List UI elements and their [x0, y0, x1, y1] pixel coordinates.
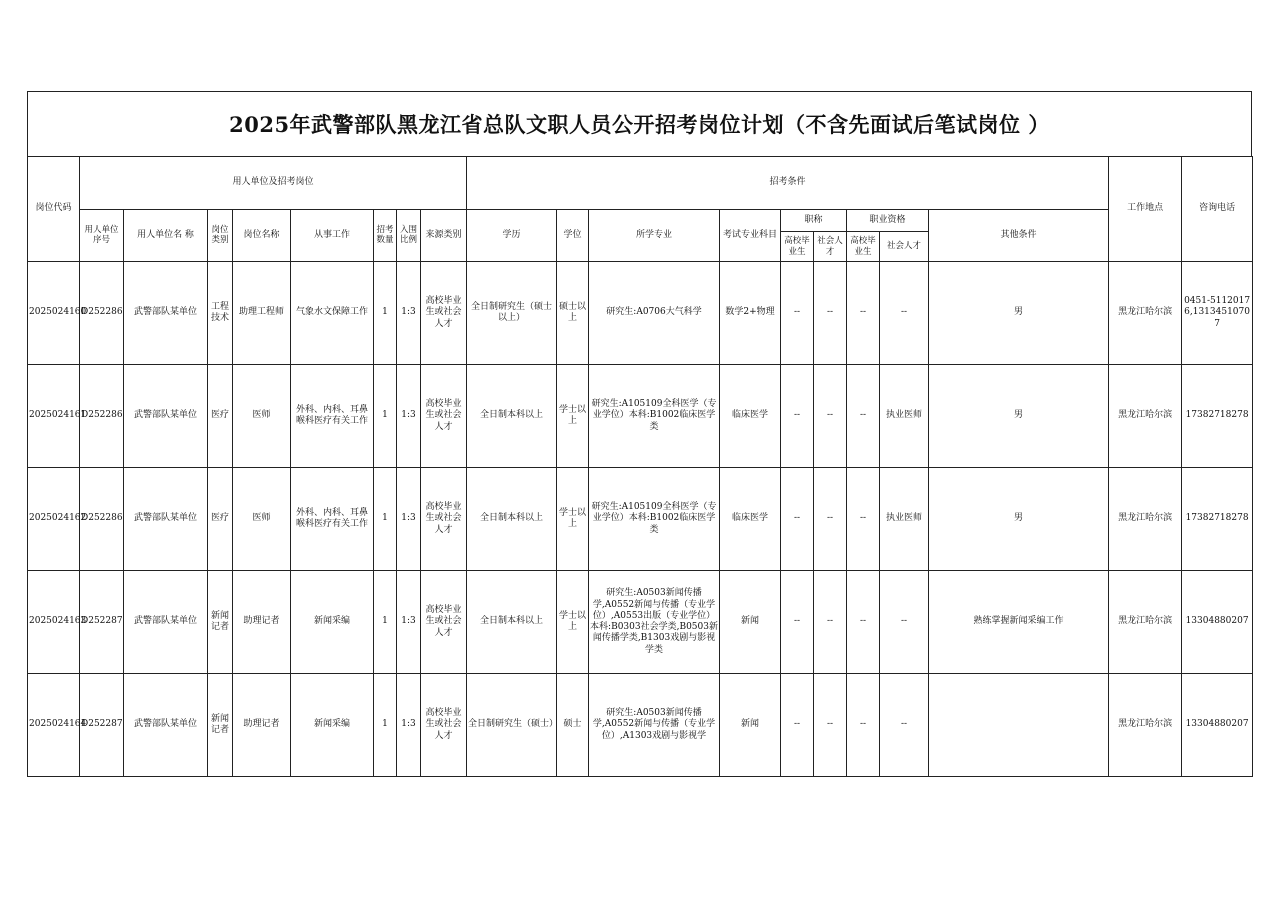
table-row	[28, 468, 1253, 571]
cell-title-grad: --	[781, 571, 814, 674]
cell-location: 黑龙江哈尔滨	[1109, 365, 1182, 468]
header-education: 学历	[467, 210, 557, 262]
cell-source: 高校毕业生或社会人才	[421, 571, 467, 674]
cell-count: 1	[374, 262, 397, 365]
cell-qual-grad: --	[847, 468, 880, 571]
header-location: 工作地点	[1109, 157, 1182, 262]
cell-education: 全日制本科以上	[467, 468, 557, 571]
cell-degree: 硕士	[557, 674, 589, 777]
cell-title-social: --	[814, 674, 847, 777]
cell-source: 高校毕业生或社会人才	[421, 468, 467, 571]
header-exam-subject: 考试专业科目	[720, 210, 781, 262]
cell-count: 1	[374, 571, 397, 674]
header-post-name: 岗位名称	[233, 210, 291, 262]
header-ratio: 入围比例	[397, 210, 421, 262]
cell-post: 助理工程师	[233, 262, 291, 365]
cell-exam: 临床医学	[720, 468, 781, 571]
cell-major: 研究生:A105109全科医学（专业学位）本科:B1002临床医学类	[589, 365, 720, 468]
table-row	[28, 571, 1253, 674]
cell-major: 研究生:A0503新闻传播学,A0552新闻与传播（专业学位）,A1303戏剧与影视学	[589, 674, 720, 777]
header-title-social: 社会人才	[814, 232, 847, 262]
cell-major: 研究生:A105109全科医学（专业学位）本科:B1002临床医学类	[589, 468, 720, 571]
cell-post: 医师	[233, 468, 291, 571]
cell-source: 高校毕业生或社会人才	[421, 674, 467, 777]
cell-type: 新闻记者	[208, 674, 233, 777]
cell-title-grad: --	[781, 468, 814, 571]
cell-unit: 武警部队某单位	[124, 468, 208, 571]
cell-education: 全日制研究生（硕士以上）	[467, 262, 557, 365]
cell-location: 黑龙江哈尔滨	[1109, 674, 1182, 777]
cell-exam: 数学2+物理	[720, 262, 781, 365]
cell-work: 气象水文保障工作	[291, 262, 374, 365]
cell-qual-social: --	[880, 262, 929, 365]
cell-qual-grad: --	[847, 571, 880, 674]
header-title-group: 职称	[781, 210, 847, 232]
cell-title-social: --	[814, 262, 847, 365]
header-qual-grad: 高校毕业生	[847, 232, 880, 262]
table-row	[28, 262, 1253, 365]
cell-post: 助理记者	[233, 674, 291, 777]
header-group-unit: 用人单位及招考岗位	[80, 157, 467, 210]
cell-phone: 13304880207	[1182, 571, 1253, 674]
header-degree: 学位	[557, 210, 589, 262]
header-group-conditions: 招考条件	[467, 157, 1109, 210]
cell-seq: D252286	[80, 468, 124, 571]
cell-work: 新闻采编	[291, 571, 374, 674]
cell-title-social: --	[814, 468, 847, 571]
cell-education: 全日制研究生（硕士）	[467, 674, 557, 777]
cell-post: 助理记者	[233, 571, 291, 674]
cell-title-social: --	[814, 571, 847, 674]
cell-title-grad: --	[781, 365, 814, 468]
header-post-type: 岗位类别	[208, 210, 233, 262]
cell-work: 外科、内科、耳鼻喉科医疗有关工作	[291, 365, 374, 468]
cell-ratio: 1:3	[397, 674, 421, 777]
header-other: 其他条件	[929, 210, 1109, 262]
cell-degree: 硕士以上	[557, 262, 589, 365]
cell-code: 2025024160	[28, 262, 80, 365]
cell-location: 黑龙江哈尔滨	[1109, 571, 1182, 674]
cell-phone: 0451-51120176,13134510707	[1182, 262, 1253, 365]
title-box	[27, 91, 1252, 156]
header-major: 所学专业	[589, 210, 720, 262]
cell-qual-grad: --	[847, 262, 880, 365]
cell-title-grad: --	[781, 262, 814, 365]
cell-education: 全日制本科以上	[467, 365, 557, 468]
header-title-grad: 高校毕业生	[781, 232, 814, 262]
header-phone: 咨询电话	[1182, 157, 1253, 262]
cell-type: 医疗	[208, 468, 233, 571]
cell-qual-grad: --	[847, 365, 880, 468]
cell-other: 男	[929, 365, 1109, 468]
cell-education: 全日制本科以上	[467, 571, 557, 674]
cell-exam: 新闻	[720, 571, 781, 674]
table-row	[28, 365, 1253, 468]
cell-count: 1	[374, 674, 397, 777]
header-qual-social: 社会人才	[880, 232, 929, 262]
cell-work: 外科、内科、耳鼻喉科医疗有关工作	[291, 468, 374, 571]
cell-qual-social: 执业医师	[880, 468, 929, 571]
cell-other: 男	[929, 262, 1109, 365]
cell-phone: 13304880207	[1182, 674, 1253, 777]
header-unit-name: 用人单位名 称	[124, 210, 208, 262]
cell-title-social: --	[814, 365, 847, 468]
cell-work: 新闻采编	[291, 674, 374, 777]
header-position-code: 岗位代码	[28, 157, 80, 262]
cell-seq: D252287	[80, 571, 124, 674]
cell-other	[929, 674, 1109, 777]
cell-ratio: 1:3	[397, 571, 421, 674]
cell-ratio: 1:3	[397, 365, 421, 468]
cell-phone: 17382718278	[1182, 365, 1253, 468]
cell-unit: 武警部队某单位	[124, 365, 208, 468]
cell-type: 医疗	[208, 365, 233, 468]
cell-unit: 武警部队某单位	[124, 262, 208, 365]
cell-seq: D252286	[80, 262, 124, 365]
cell-post: 医师	[233, 365, 291, 468]
recruitment-sheet	[27, 91, 1252, 777]
cell-count: 1	[374, 468, 397, 571]
cell-unit: 武警部队某单位	[124, 571, 208, 674]
recruitment-table	[27, 156, 1253, 777]
page-title: 2025年武警部队黑龙江省总队文职人员公开招考岗位计划（不含先面试后笔试岗位 ）	[229, 112, 1050, 137]
header-count: 招考数量	[374, 210, 397, 262]
cell-other: 男	[929, 468, 1109, 571]
cell-source: 高校毕业生或社会人才	[421, 262, 467, 365]
cell-degree: 学士以上	[557, 365, 589, 468]
cell-type: 新闻记者	[208, 571, 233, 674]
cell-location: 黑龙江哈尔滨	[1109, 468, 1182, 571]
cell-major: 研究生:A0706大气科学	[589, 262, 720, 365]
cell-type: 工程技术	[208, 262, 233, 365]
header-unit-seq: 用人单位序号	[80, 210, 124, 262]
cell-code: 2025024161	[28, 365, 80, 468]
cell-code: 2025024164	[28, 674, 80, 777]
cell-seq: D252286	[80, 365, 124, 468]
cell-exam: 新闻	[720, 674, 781, 777]
cell-code: 2025024163	[28, 571, 80, 674]
cell-degree: 学士以上	[557, 468, 589, 571]
cell-degree: 学士以上	[557, 571, 589, 674]
cell-seq: D252287	[80, 674, 124, 777]
cell-code: 2025024162	[28, 468, 80, 571]
table-row	[28, 674, 1253, 777]
cell-source: 高校毕业生或社会人才	[421, 365, 467, 468]
header-work: 从事工作	[291, 210, 374, 262]
cell-count: 1	[374, 365, 397, 468]
header-qual-group: 职业资格	[847, 210, 929, 232]
cell-qual-social: 执业医师	[880, 365, 929, 468]
cell-title-grad: --	[781, 674, 814, 777]
cell-ratio: 1:3	[397, 262, 421, 365]
cell-phone: 17382718278	[1182, 468, 1253, 571]
cell-location: 黑龙江哈尔滨	[1109, 262, 1182, 365]
cell-major: 研究生:A0503新闻传播学,A0552新闻与传播（专业学位）,A0553出版（专业学位）本科:B0303社会学类,B0503新闻传播学类,B1303戏剧与影视学类	[589, 571, 720, 674]
cell-ratio: 1:3	[397, 468, 421, 571]
cell-qual-social: --	[880, 674, 929, 777]
header-source: 来源类别	[421, 210, 467, 262]
cell-other: 熟练掌握新闻采编工作	[929, 571, 1109, 674]
cell-qual-grad: --	[847, 674, 880, 777]
cell-exam: 临床医学	[720, 365, 781, 468]
cell-unit: 武警部队某单位	[124, 674, 208, 777]
cell-qual-social: --	[880, 571, 929, 674]
